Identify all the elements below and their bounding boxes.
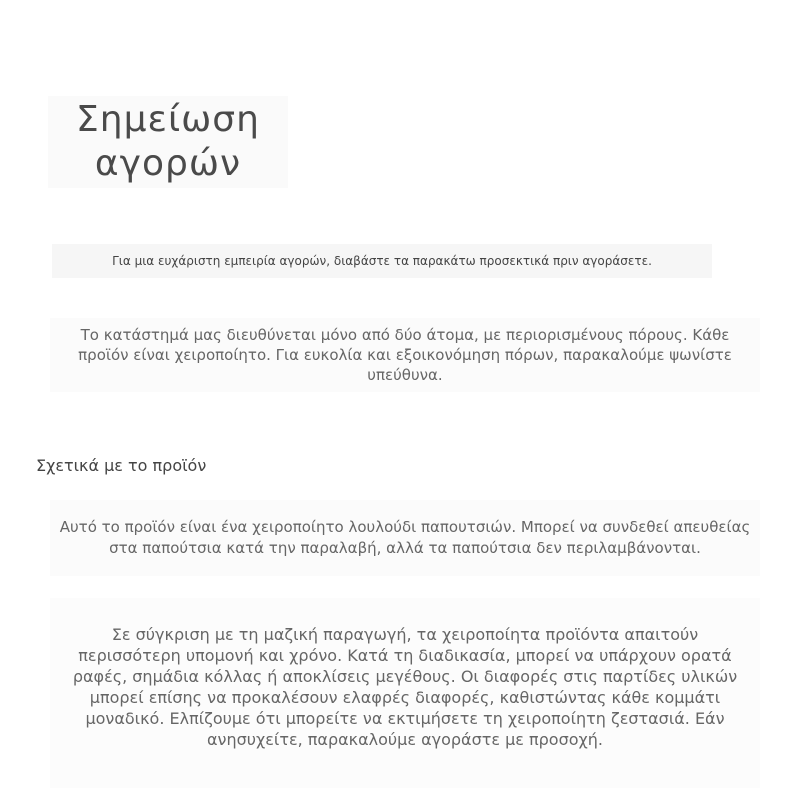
product-description-box [50,500,760,576]
product-description-text: Αυτό το προϊόν είναι ένα χειροποίητο λουλούδι παπουτσιών. Μπορεί να συνδεθεί απευθείας στα παπούτσια κατά την παραλαβή, αλλά τα παπούτσια δεν περιλαμβάνονται. [59,518,751,557]
handmade-note-text: Σε σύγκριση με τη μαζική παραγωγή, τα χειροποίητα προϊόντα απαιτούν περισσότερη υπομονή και χρόνο. Κατά τη διαδικασία, μπορεί να υπάρχουν ορατά ραφές, σημάδια κόλλας ή αποκλίσεις μεγέθους. Οι διαφορές στις παρτίδες υλικών μπορεί επίσης να προκαλέσουν ελαφρές διαφορές, καθιστώντας κάθε κομμάτι μοναδικό. Ελπίζουμε ότι μπορείτε να εκτιμήσετε τη χειροποίητη ζεστασιά. Εάν ανησυχείτε, παρακαλούμε αγοράστε με προσοχή. [72,625,738,749]
title-box [48,96,288,188]
handmade-note-box [50,598,760,788]
shop-notice-box [50,318,760,392]
intro-text: Για μια ευχάριστη εμπειρία αγορών, διαβάστε τα παρακάτω προσεκτικά πριν αγοράσετε. [112,254,652,268]
section-heading-product: Σχετικά με το προϊόν [36,456,207,475]
intro-banner [52,244,712,278]
shop-notice-text: Το κατάστημά μας διευθύνεται μόνο από δύο άτομα, με περιορισμένους πόρους. Κάθε προϊόν είναι χειροποίητο. Για ευκολία και εξοικονόμηση πόρων, παρακαλούμε ψωνίστε υπεύθυνα. [78,326,732,384]
page-title: Σημείωση αγορών [76,99,260,184]
